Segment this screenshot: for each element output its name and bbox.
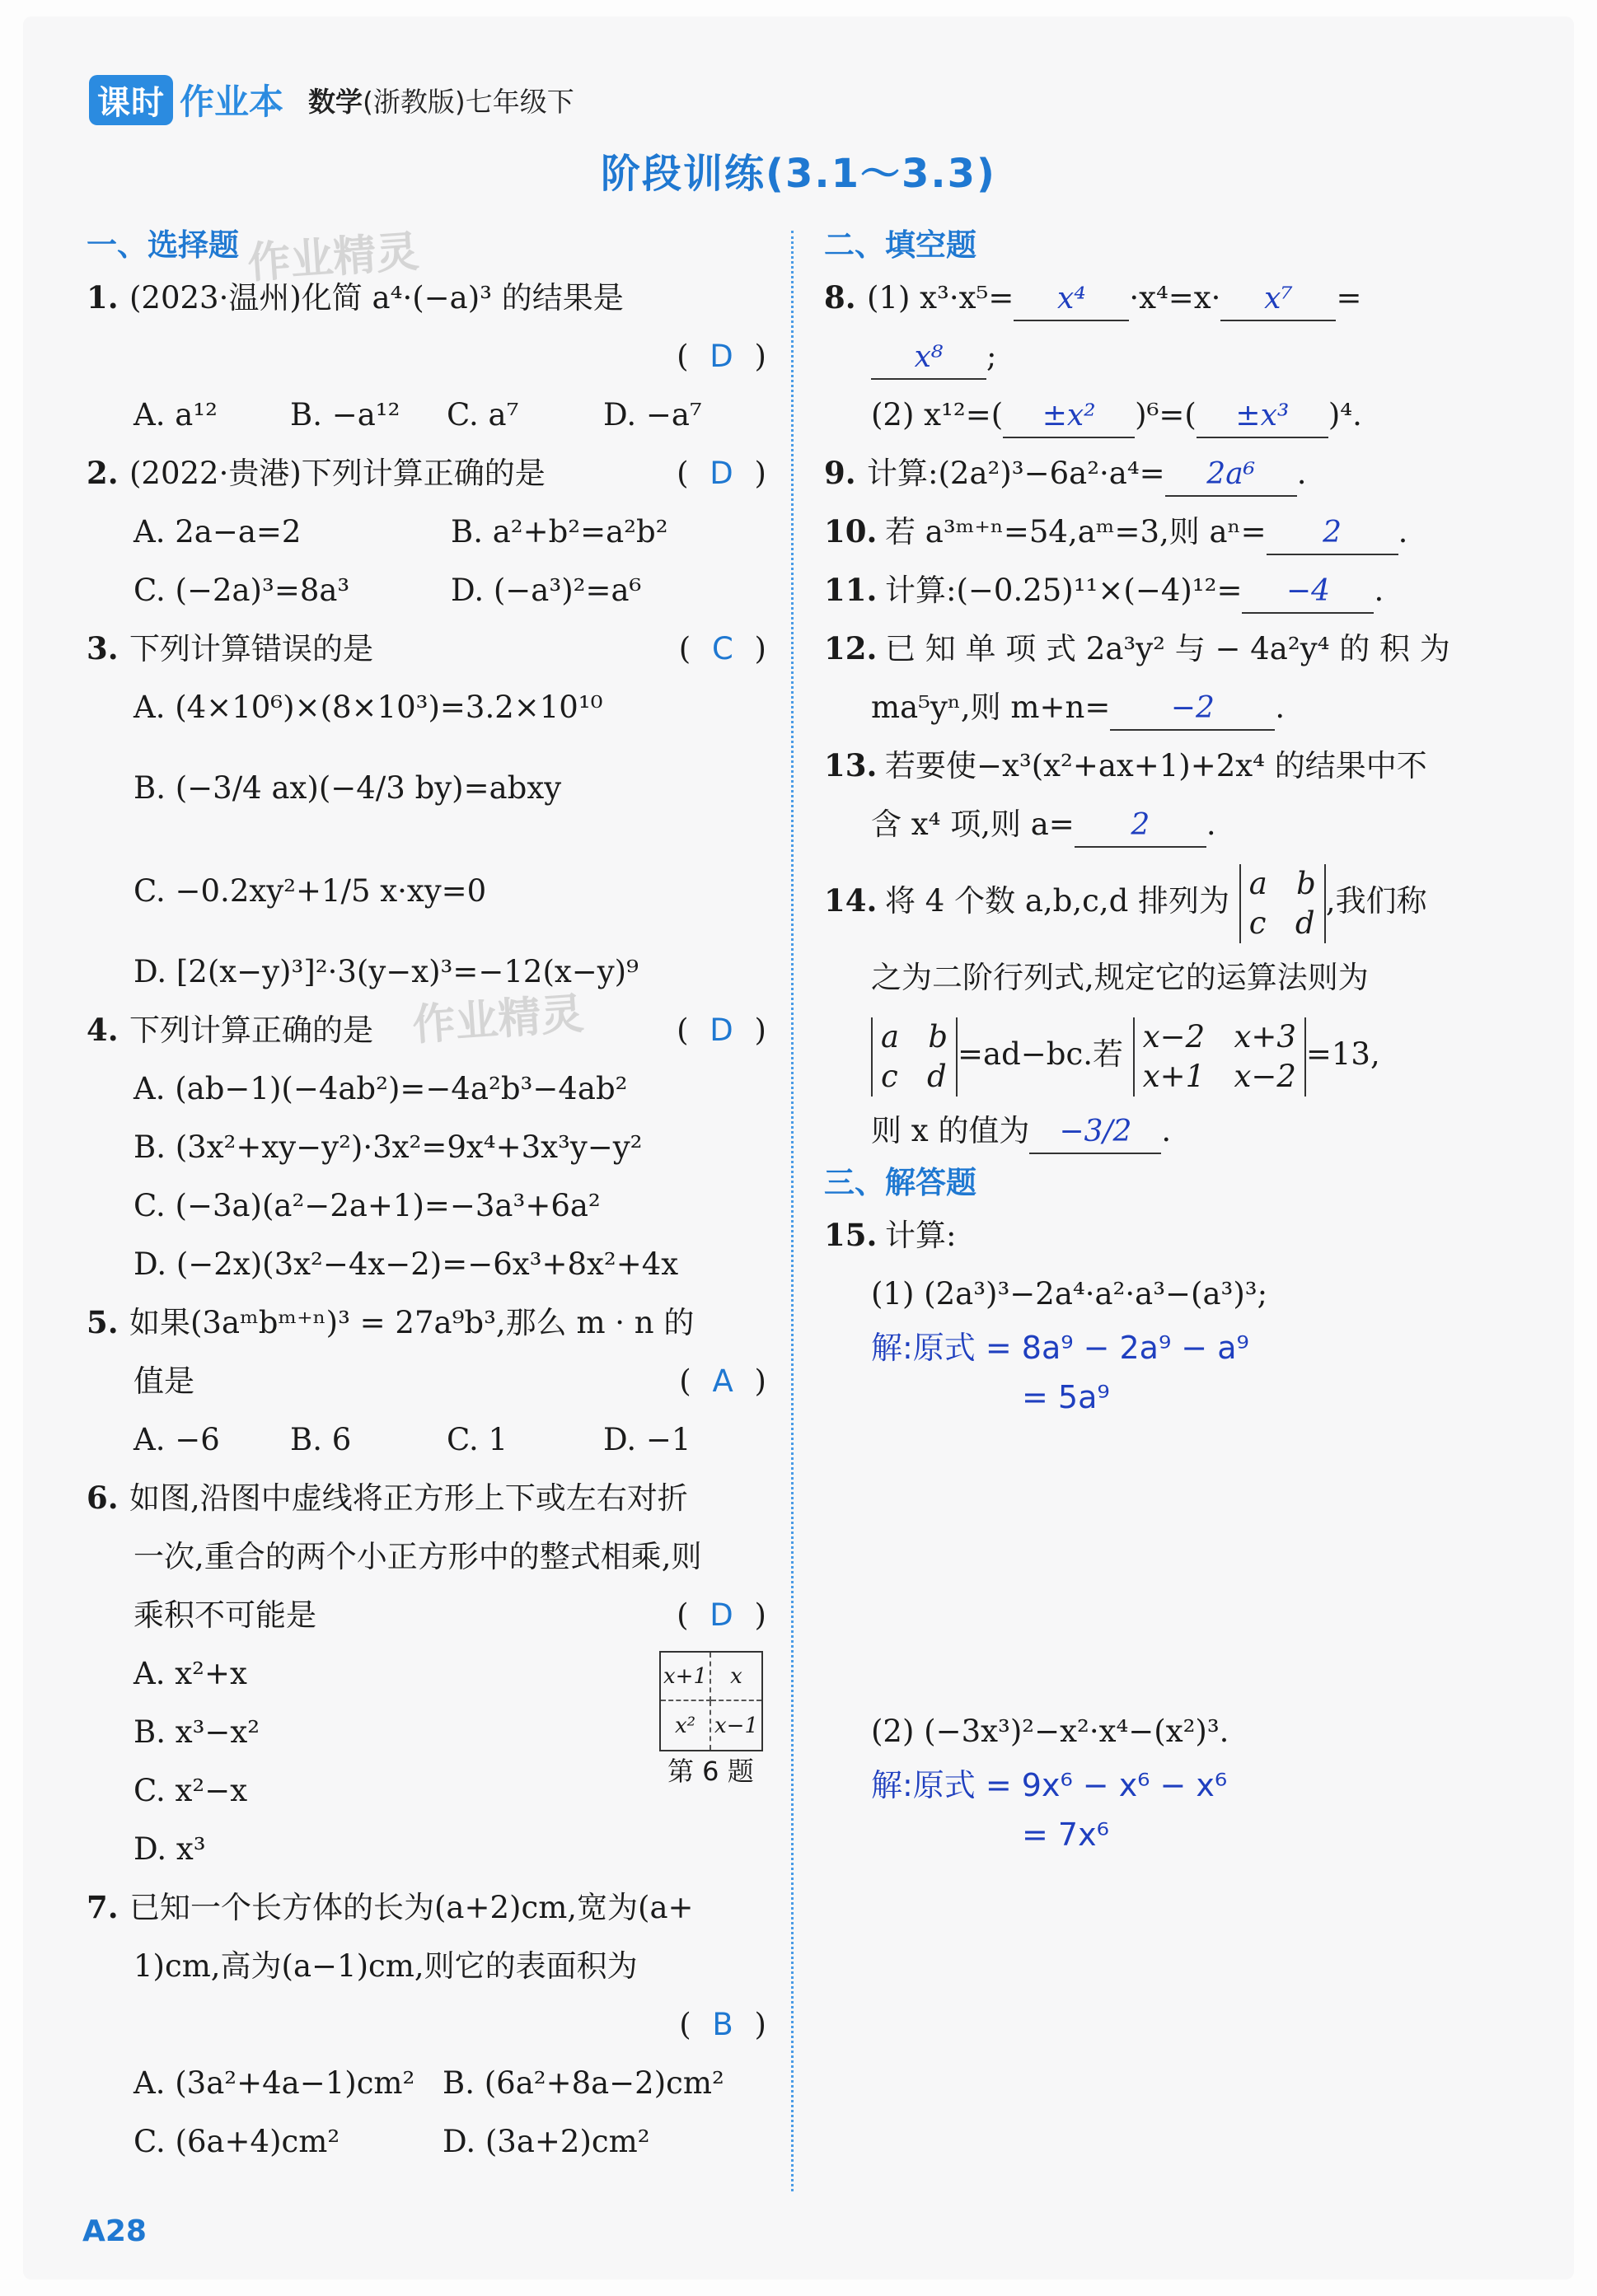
option: B. (3x²+xy−y²)·3x²=9x⁴+3x³y−y² [133, 1129, 643, 1165]
column-divider [791, 231, 794, 2191]
question-10: 10. 若 a³ᵐ⁺ⁿ=54,aᵐ=3,则 aⁿ= 2 . [824, 503, 1504, 561]
question-14: 14. 将 4 个数 a,b,c,d 排列为 a b c d,我们称 [824, 853, 1504, 948]
fill-blank: −3/2 [1029, 1111, 1161, 1154]
question-5-cont: 值是 ( A ) [133, 1363, 766, 1399]
section-heading: 二、填空题 [824, 227, 976, 263]
section-heading: 三、解答题 [824, 1165, 976, 1200]
question-6-cont: 一次,重合的两个小正方形中的整式相乘,则 [133, 1539, 702, 1574]
option: B. x³−x² [133, 1714, 260, 1750]
figure-cell: x−1 [714, 1713, 758, 1738]
determinant: a b c d [1239, 864, 1326, 943]
options-row: A. (3a²+4a−1)cm² B. (6a²+8a−2)cm² [133, 2065, 724, 2101]
choice-answer: D [710, 339, 733, 374]
question-2: 2. (2022·贵港)下列计算正确的是 ( D ) [87, 455, 766, 491]
question-4: 4. 下列计算正确的是 ( D ) [87, 1012, 766, 1048]
option: A. (4×10⁶)×(8×10³)=3.2×10¹⁰ [133, 690, 603, 725]
page-number: A28 [82, 2214, 147, 2248]
question-8-cont: x⁸ ; [824, 327, 1504, 386]
option: D. [2(x−y)³]²·3(y−x)³=−12(x−y)⁹ [133, 954, 639, 989]
question-13-cont: 含 x⁴ 项,则 a= 2 . [824, 795, 1504, 853]
question-6-options [87, 1644, 766, 1878]
option: D. (−2x)(3x²−4x−2)=−6x³+8x²+4x [133, 1246, 679, 1282]
question-14-cont: a b c d=ad−bc.若 x−2 x+3 x+1 x−2=13, [824, 1007, 1504, 1101]
handwritten-solution: 解:原式 = 8a⁹ − 2a⁹ − a⁹ [871, 1330, 1249, 1366]
option: C. −0.2xy²+1/5 x·xy=0 [133, 873, 487, 909]
watermark: 作业精灵 [410, 989, 586, 1051]
determinant: x−2 x+3 x+1 x−2 [1133, 1017, 1306, 1097]
question-13: 13. 若要使−x³(x²+ax+1)+2x⁴ 的结果中不 [824, 747, 1427, 783]
question-8-part2: (2) x¹²=( ±x² )⁶=( ±x³ )⁴. [824, 386, 1504, 444]
question-14-cont: 则 x 的值为 −3/2 . [824, 1101, 1504, 1160]
question-6: 6. 如图,沿图中虚线将正方形上下或左右对折 [87, 1480, 688, 1516]
choice-answer: A [712, 1363, 733, 1399]
question-8: 8. (1) x³·x⁵= x⁴ ·x⁴=x· x⁷ = [824, 269, 1504, 327]
options-row: A. a¹² B. −a¹² C. a⁷ D. −a⁷ [133, 397, 702, 433]
answer-line: ( B ) [679, 2007, 766, 2042]
brand-logo: 课时 [89, 75, 173, 125]
question-15-part2: (2) (−3x³)²−x²·x⁴−(x²)³. [871, 1714, 1229, 1749]
determinant: a b c d [871, 1017, 958, 1097]
option: A. x²+x [133, 1656, 247, 1691]
choice-answer: D [710, 456, 733, 491]
options-row: C. (6a+4)cm² D. (3a+2)cm² [133, 2124, 650, 2159]
option: D. x³ [133, 1831, 206, 1867]
question-12-cont: ma⁵yⁿ,则 m+n= −2 . [824, 678, 1504, 736]
fill-blank: −2 [1110, 688, 1275, 731]
choice-answer: D [710, 1012, 733, 1048]
subject-label: 数学(浙教版)七年级下 [308, 85, 574, 118]
handwritten-solution: 解:原式 = 9x⁶ − x⁶ − x⁶ [871, 1767, 1228, 1803]
section-heading: 一、选择题 [87, 227, 239, 263]
fill-blank: ±x² [1003, 395, 1135, 438]
question-9: 9. 计算:(2a²)³−6a²·a⁴= 2a⁶ . [824, 444, 1504, 503]
right-column [824, 222, 1504, 1859]
choice-answer: C [711, 631, 733, 666]
handwritten-solution: = 7x⁶ [1022, 1817, 1109, 1853]
fill-blank: x⁴ [1014, 278, 1129, 321]
brand-header [89, 76, 574, 124]
fill-blank: 2 [1075, 805, 1206, 848]
figure-cell: x+1 [661, 1653, 711, 1701]
fill-blank: x⁷ [1220, 278, 1336, 321]
answer-space [824, 1422, 1504, 1702]
option: C. (−3a)(a²−2a+1)=−3a³+6a² [133, 1188, 601, 1223]
question-7-cont: 1)cm,高为(a−1)cm,则它的表面积为 [133, 1948, 638, 1984]
figure-cell: x² [661, 1701, 711, 1750]
options-row: C. (−2a)³=8a³ D. (−a³)²=a⁶ [133, 573, 642, 608]
answer-line: ( D ) [677, 339, 766, 374]
watermark: 作业精灵 [246, 227, 421, 289]
option: C. x²−x [133, 1773, 248, 1808]
fill-blank: −4 [1242, 571, 1374, 614]
page-title: 阶段训练(3.1～3.3) [601, 151, 996, 197]
question-1: 1. (2023·温州)化简 a⁴·(−a)³ 的结果是 [87, 279, 624, 316]
folding-square-figure [659, 1651, 763, 1751]
left-column [87, 222, 766, 2171]
choice-answer: D [710, 1597, 733, 1633]
question-6-cont: 乘积不可能是 ( D ) [133, 1597, 766, 1633]
handwritten-solution: = 5a⁹ [1022, 1379, 1110, 1415]
question-15: 15. 计算: [824, 1217, 957, 1253]
question-11: 11. 计算:(−0.25)¹¹×(−4)¹²= −4 . [824, 561, 1504, 620]
question-3: 3. 下列计算错误的是 ( C ) [87, 630, 766, 666]
question-7: 7. 已知一个长方体的长为(a+2)cm,宽为(a+ [87, 1889, 694, 1925]
fill-blank: 2 [1267, 512, 1398, 555]
options-row: A. −6 B. 6 C. 1 D. −1 [133, 1422, 691, 1457]
figure-cell: x [711, 1653, 761, 1701]
question-15-part1: (1) (2a³)³−2a⁴·a²·a³−(a³)³; [871, 1276, 1268, 1312]
fill-blank: 2a⁶ [1165, 454, 1297, 497]
fill-blank: x⁸ [871, 337, 986, 380]
figure-caption: 第 6 题 [667, 1756, 754, 1787]
option: A. (ab−1)(−4ab²)=−4a²b³−4ab² [133, 1071, 628, 1106]
question-12: 12. 已 知 单 项 式 2a³y² 与 − 4a²y⁴ 的 积 为 [824, 630, 1450, 666]
option: B. (−3/4 ax)(−4/3 by)=abxy [133, 770, 562, 806]
fill-blank: ±x³ [1197, 395, 1328, 438]
choice-answer: B [712, 2007, 733, 2042]
question-5: 5. 如果(3aᵐbᵐ⁺ⁿ)³ = 27a⁹b³,那么 m · n 的 [87, 1304, 695, 1340]
options-row: A. 2a−a=2 B. a²+b²=a²b² [133, 514, 668, 549]
brand-name: 作业本 [180, 82, 284, 122]
question-14-cont: 之为二阶行列式,规定它的运算法则为 [871, 960, 1369, 995]
